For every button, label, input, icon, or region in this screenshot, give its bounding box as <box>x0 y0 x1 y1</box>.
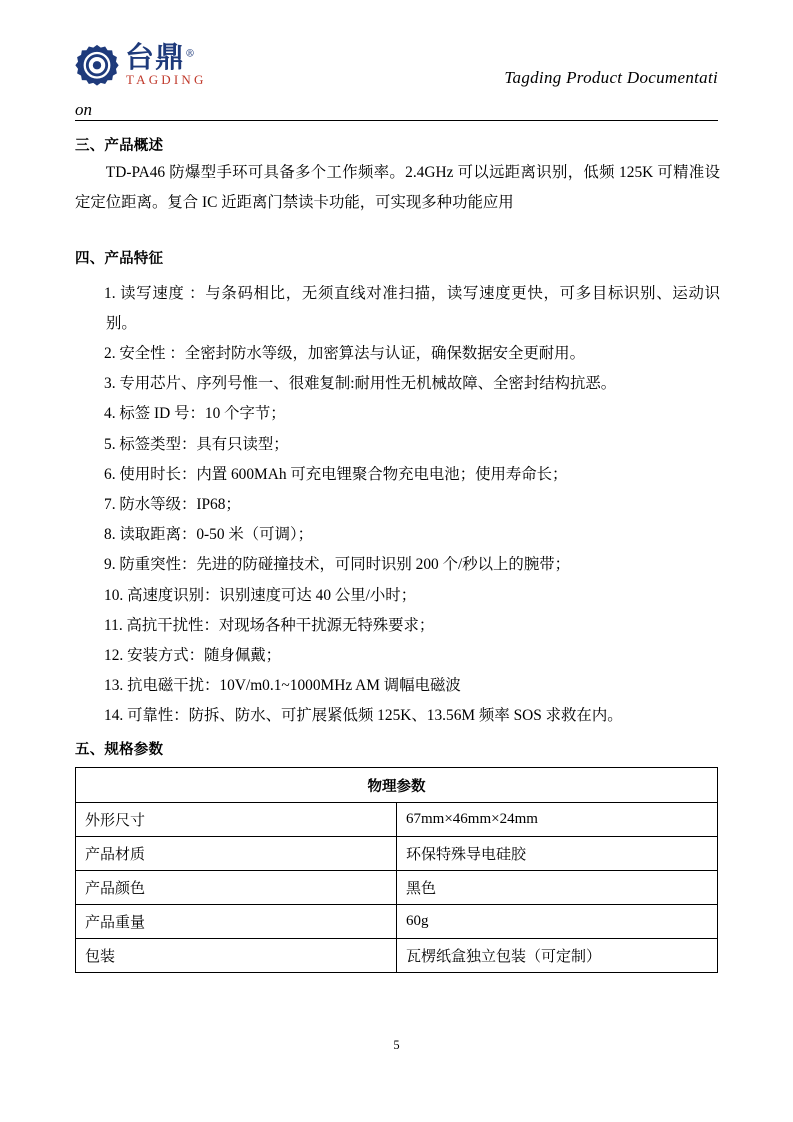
header-top-row <box>75 42 718 98</box>
gear-target-logo-icon <box>75 44 119 88</box>
table-cell-label: 外形尺寸 <box>76 803 397 837</box>
list-item: 7. 防水等级：IP68； <box>104 495 241 513</box>
table-cell-label: 产品颜色 <box>76 871 397 905</box>
header-title-line1: Tagding Product Documentati <box>504 68 718 87</box>
table-cell-value: 60g <box>397 905 718 939</box>
feature-list <box>75 279 720 732</box>
page-header <box>75 42 718 120</box>
list-item: 12. 安装方式：随身佩戴； <box>104 646 281 664</box>
logo-wordmark <box>125 42 207 86</box>
table-row <box>76 905 718 939</box>
specifications-table <box>75 767 718 973</box>
table-header-row <box>76 768 718 803</box>
list-item: 8. 读取距离：0-50 米（可调）； <box>104 526 314 544</box>
table-row <box>76 939 718 973</box>
page-number: 5 <box>393 1038 400 1052</box>
section-heading-specs: 五、规格参数 <box>75 741 164 758</box>
list-item: 5. 标签类型：具有只读型； <box>104 435 289 453</box>
table-row <box>76 871 718 905</box>
table-cell-label: 产品材质 <box>76 837 397 871</box>
logo-brand-en: TAGDING <box>126 72 207 88</box>
table-row <box>76 837 718 871</box>
page-footer <box>0 1038 793 1053</box>
spacer <box>75 271 720 279</box>
logo-brand-cn: 台鼎® <box>125 40 196 74</box>
table-cell-value: 瓦楞纸盒独立包装（可定制） <box>397 939 718 973</box>
list-item: 14. 可靠性：防拆、防水、可扩展紧低频 125K、13.56M 频率 SOS 求救在内。 <box>104 707 623 725</box>
table-cell-value: 67mm×46mm×24mm <box>397 803 718 837</box>
list-item: 6. 使用时长：内置 600MAh 可充电锂聚合物充电电池；使用寿命长； <box>104 465 568 483</box>
table-cell-label: 产品重量 <box>76 905 397 939</box>
list-item: 10. 高速度识别：识别速度可达 40 公里/小时； <box>104 586 417 604</box>
overview-paragraph: TD-PA46 防爆型手环可具备多个工作频率。2.4GHz 可以远距离识别，低频 125K 可精准设定定位距离。复合 IC 近距离门禁读卡功能，可实现多种功能应用 <box>75 163 720 212</box>
list-item: 13. 抗电磁干扰：10V/m0.1~1000MHz AM 调幅电磁波 <box>104 677 461 695</box>
registered-trademark-icon: ® <box>185 48 196 60</box>
table-cell-value: 黑色 <box>397 871 718 905</box>
list-item: 1. 读写速度 ：与条码相比，无须直线对准扫描，读写速度更快，可多目标识别、运动识别。 <box>104 284 720 332</box>
list-item: 9. 防重突性：先进的防碰撞技术，可同时识别 200 个/秒以上的腕带； <box>104 556 570 574</box>
table-body <box>76 803 718 973</box>
company-logo <box>75 42 207 88</box>
list-item: 4. 标签 ID 号：10 个字节； <box>104 405 286 423</box>
table-title-cell: 物理参数 <box>76 768 718 803</box>
section-heading-features: 四、产品特征 <box>75 250 164 267</box>
table-cell-value: 环保特殊导电硅胶 <box>397 837 718 871</box>
document-body <box>75 136 720 973</box>
list-item: 3. 专用芯片、序列号惟一、很难复制:耐用性无机械故障、全密封结构抗恶。 <box>104 375 617 393</box>
header-title-line2: on <box>75 100 92 119</box>
list-item: 2. 安全性 ：全密封防水等级，加密算法与认证，确保数据安全更耐用。 <box>104 344 585 362</box>
header-divider <box>75 120 718 121</box>
spacer <box>75 219 720 249</box>
section-heading-overview: 三、产品概述 <box>75 138 164 154</box>
list-item: 11. 高抗干扰性：对现场各种干扰源无特殊要求； <box>104 616 435 634</box>
spacer <box>75 732 720 740</box>
table-row <box>76 803 718 837</box>
table-cell-label: 包装 <box>76 939 397 973</box>
